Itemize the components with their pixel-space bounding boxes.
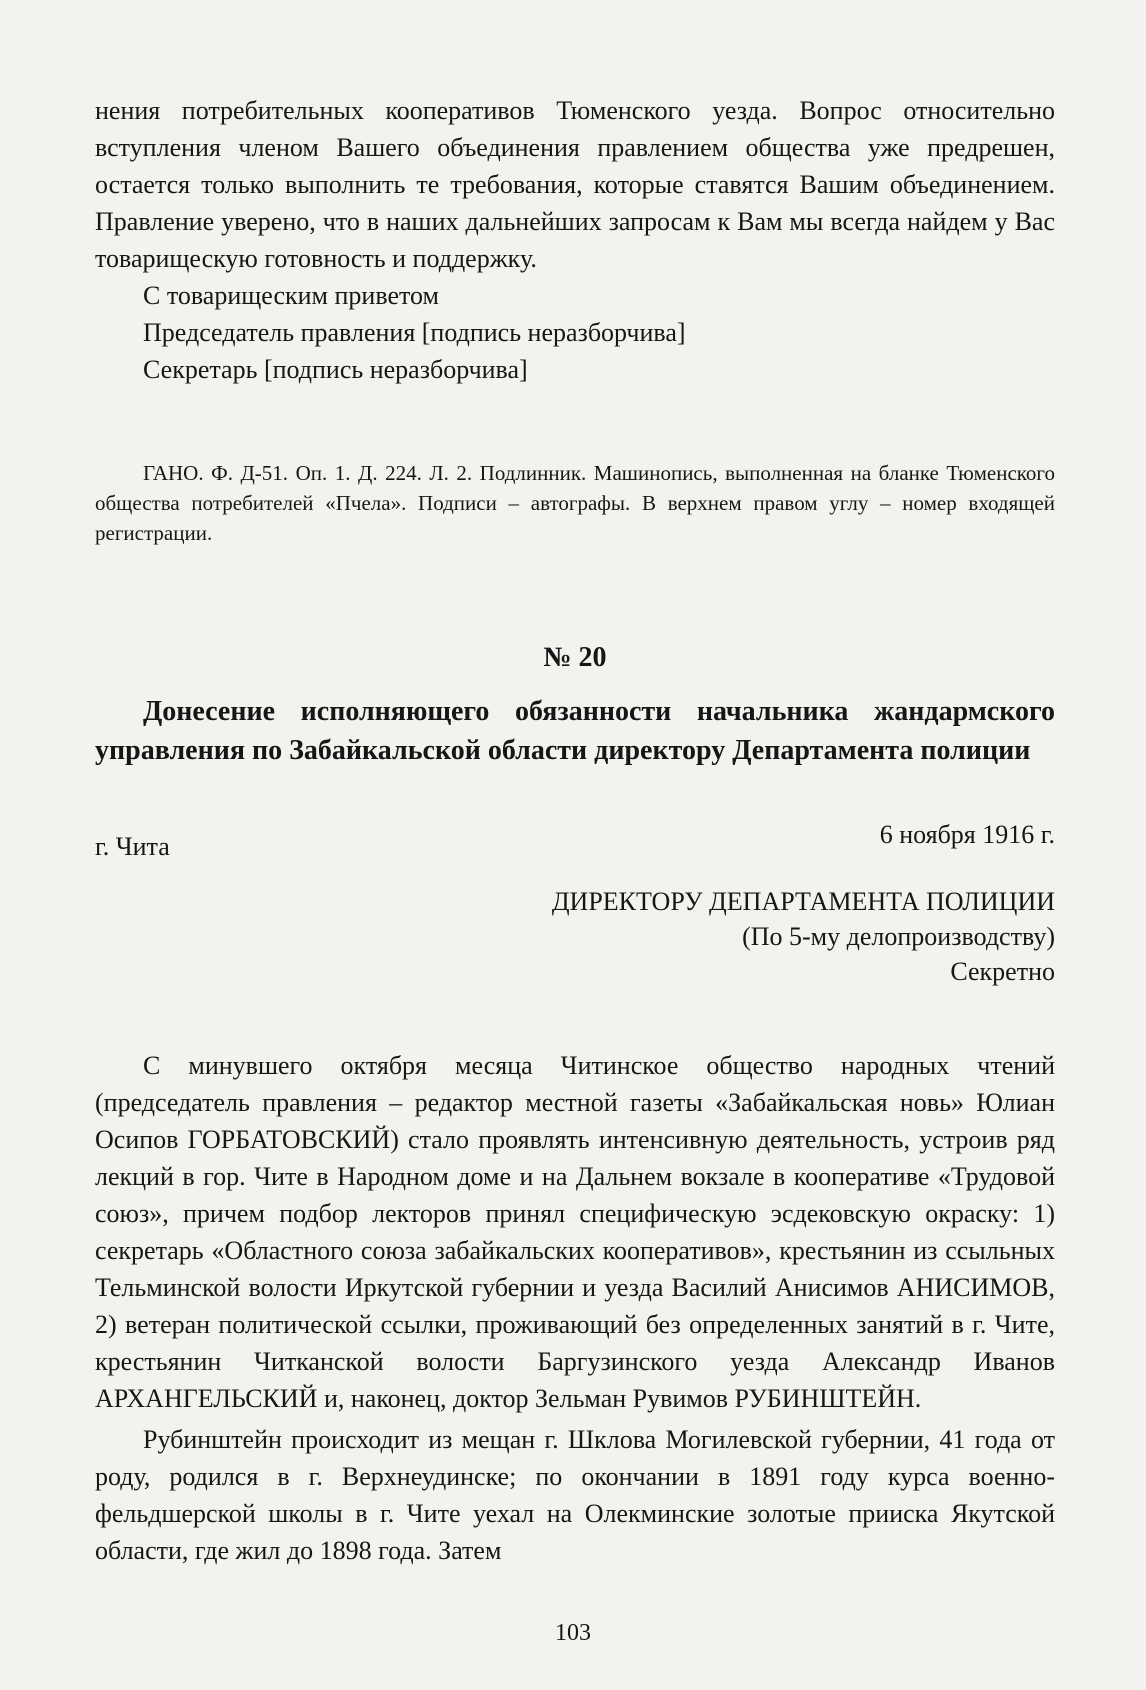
document-body	[95, 1047, 1055, 1569]
page-number: 103	[555, 1620, 591, 1646]
department-note: (По 5-му делопроизводству)	[742, 922, 1055, 951]
document-date: 6 ноября 1916 г.	[879, 820, 1055, 849]
closing-line: С товарищеским приветом	[143, 281, 439, 310]
continuation-paragraph: нения потребительных кооперативов Тюменского уезда. Вопрос относительно вступления членом Вашего объединения правлением общества уже предрешен, остается только выполнить те требования, которые ставятся Вашим объединением. Правление уверено, что в наших дальнейших запросам к Вам мы всегда найдем у Вас товарищескую готовность и поддержку.	[95, 96, 1055, 273]
document-place: г. Чита	[95, 832, 170, 861]
addressee: ДИРЕКТОРУ ДЕПАРТАМЕНТА ПОЛИЦИИ	[551, 887, 1055, 916]
archive-source-note: ГАНО. Ф. Д-51. Оп. 1. Д. 224. Л. 2. Подлинник. Машинопись, выполненная на бланке Тюменского общества потребителей «Пчела». Подписи – автографы. В верхнем правом углу – номер входящей регистрации.	[95, 461, 1055, 545]
addressee-block	[95, 884, 1055, 989]
document-number: № 20	[543, 642, 607, 673]
archive-source-note-block	[95, 458, 1055, 548]
body-paragraph-2: Рубинштейн происходит из мещан г. Шклова Могилевской губернии, 41 года от роду, родился в г. Верхнеудинске; по окончании в 1891 году курса военно-фельдшерской школы в г. Чите уехал на Олекминские золотые прииска Якутской области, где жил до 1898 года. Затем	[95, 1425, 1055, 1565]
body-paragraph-1: С минувшего октября месяца Читинское общество народных чтений (председатель правления – редактор местной газеты «Забайкальская новь» Юлиан Осипов ГОРБАТОВСКИЙ) стало проявлять интенсивную деятельность, устроив ряд лекций в гор. Чите в Народном доме и на Дальнем вокзале в кооперативе «Трудовой союз», причем подбор лекторов принял специфическую эсдековскую окраску: 1) секретарь «Областного союза забайкальских кооперативов», крестьянин из ссыльных Тельминской волости Иркутской губернии и уезда Василий Анисимов АНИСИМОВ, 2) ветеран политической ссылки, проживающий без определенных занятий в г. Чите, крестьянин Читканской волости Баргузинского уезда Александр Иванов АРХАНГЕЛЬСКИЙ и, наконец, доктор Зельман Рувимов РУБИНШТЕЙН.	[95, 1051, 1055, 1413]
secretary-signature: Секретарь [подпись неразборчива]	[143, 355, 528, 384]
document-title: Донесение исполняющего обязанности начальника жандармского управления по Забайкальской области директору Департамента полиции	[95, 696, 1055, 766]
classification-mark: Секретно	[950, 957, 1055, 986]
previous-document-ending	[95, 92, 1055, 388]
chairman-signature: Председатель правления [подпись неразборчива]	[143, 318, 686, 347]
